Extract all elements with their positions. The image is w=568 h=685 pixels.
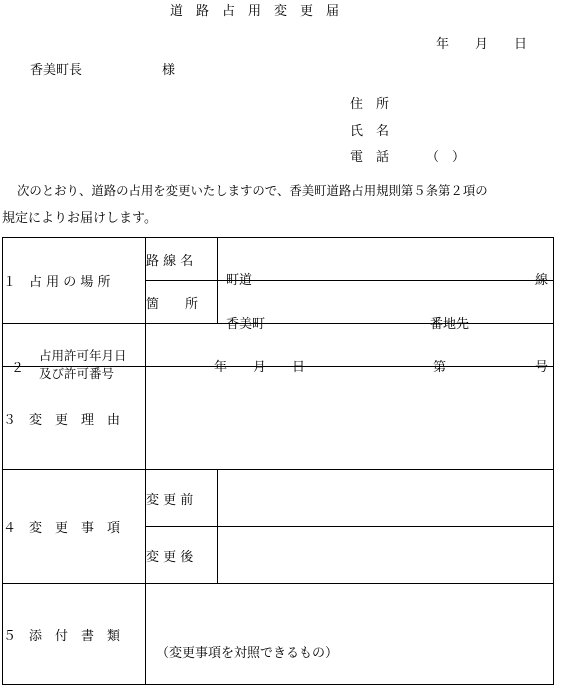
after-change-field[interactable]	[218, 527, 554, 584]
after-change-label: 変 更 後	[146, 527, 218, 584]
addressee-suffix: 様	[162, 63, 176, 78]
permit-label	[3, 324, 146, 381]
addressee: 香美町長	[30, 63, 83, 78]
location-suffix: 番地先	[430, 317, 470, 332]
table-row	[3, 324, 554, 367]
permit-row-number: ２	[11, 361, 25, 376]
location-label: １ 占 用 の 場 所	[3, 238, 146, 324]
permit-label-line1: 占用許可年月日	[39, 348, 127, 363]
route-name-field[interactable]	[218, 238, 554, 288]
route-name-prefix: 町道	[226, 273, 253, 288]
form-title: 道 路 占 用 変 更 届	[170, 4, 340, 19]
permit-number-prefix: 第	[433, 360, 447, 375]
route-name-suffix: 線	[534, 273, 548, 288]
change-items-label: ４ 変 更 事 項	[3, 470, 146, 584]
attachments-label: ５ 添 付 書 類	[3, 584, 146, 685]
table-row	[3, 584, 554, 685]
attachments-note: （変更事項を対照できるもの）	[156, 646, 339, 661]
permit-date: 年 月 日	[214, 360, 306, 375]
applicant-name-label: 氏 名	[350, 124, 390, 139]
table-row	[3, 238, 554, 281]
route-name-label: 路 線 名	[146, 238, 218, 281]
application-table	[2, 237, 554, 685]
location-town: 香美町	[226, 317, 266, 332]
change-reason-label: ３ 変 更 理 由	[3, 367, 146, 470]
applicant-phone-parens: （ ）	[426, 150, 466, 165]
permit-label-line2: 及び許可番号	[39, 366, 115, 381]
date-line: 年 月 日	[436, 37, 528, 52]
before-change-label: 変 更 前	[146, 470, 218, 527]
table-row	[3, 470, 554, 527]
change-reason-field[interactable]	[146, 367, 554, 470]
before-change-field[interactable]	[218, 470, 554, 527]
body-text-line1: 次のとおり、道路の占用を変更いたしますので、香美町道路占用規則第５条第２項の	[17, 183, 488, 198]
permit-number-suffix: 号	[534, 360, 548, 375]
body-text-line2: 規定によりお届けします。	[2, 211, 157, 226]
location-place-label: 箇 所	[146, 281, 218, 324]
attachments-field[interactable]	[146, 584, 554, 685]
permit-field[interactable]	[146, 324, 554, 375]
applicant-address-label: 住 所	[350, 97, 390, 112]
applicant-phone-label: 電 話	[350, 150, 390, 165]
location-place-field[interactable]	[218, 281, 554, 332]
